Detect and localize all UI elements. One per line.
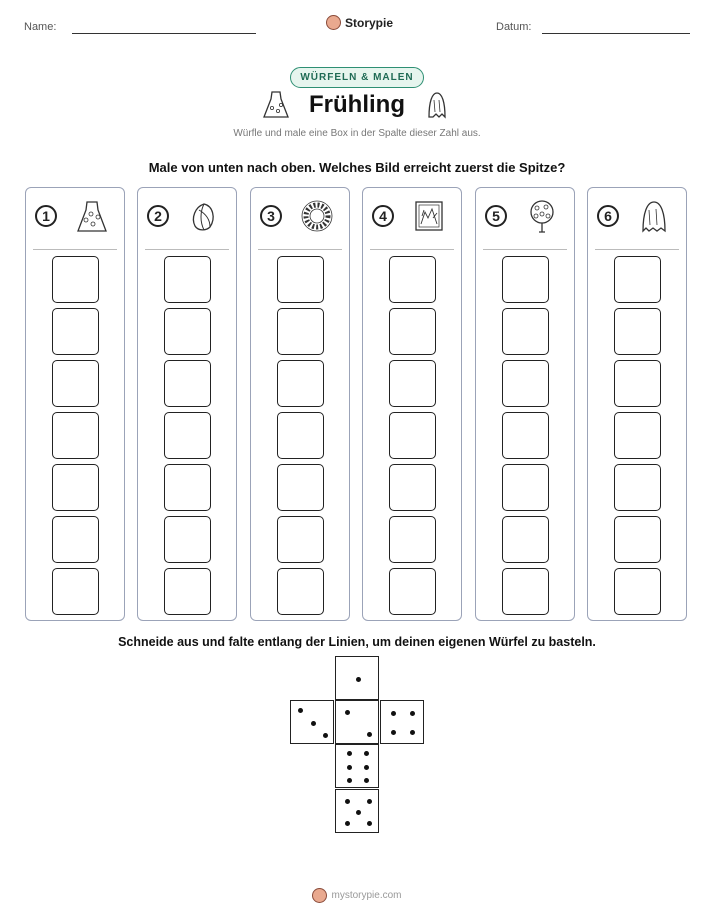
column-number: 1 (35, 205, 57, 227)
column-divider (483, 249, 567, 250)
color-box[interactable] (277, 412, 324, 459)
color-box[interactable] (614, 464, 661, 511)
flower-wreath-icon (299, 198, 335, 234)
color-box[interactable] (389, 412, 436, 459)
die-instruction: Schneide aus und falte entlang der Linien, um deinen eigenen Würfel zu basteln. (118, 635, 596, 649)
die-pip (367, 821, 372, 826)
die-pip (311, 721, 316, 726)
color-box[interactable] (52, 256, 99, 303)
color-box[interactable] (502, 256, 549, 303)
tulip-bud-icon (186, 198, 222, 234)
color-box[interactable] (277, 568, 324, 615)
column-divider (370, 249, 454, 250)
color-box[interactable] (502, 464, 549, 511)
garden-picture-icon (411, 198, 447, 234)
die-pip (356, 810, 361, 815)
die-pip (345, 799, 350, 804)
color-box[interactable] (164, 412, 211, 459)
subtitle: Würfle und male eine Box in der Spalte dieser Zahl aus. (233, 128, 481, 139)
column-number: 2 (147, 205, 169, 227)
die-pip (347, 751, 352, 756)
column-divider (145, 249, 229, 250)
color-box[interactable] (614, 516, 661, 563)
color-box[interactable] (502, 516, 549, 563)
color-box[interactable] (502, 568, 549, 615)
color-box[interactable] (502, 308, 549, 355)
column-number: 6 (597, 205, 619, 227)
column-number: 4 (372, 205, 394, 227)
color-box[interactable] (52, 516, 99, 563)
color-box[interactable] (277, 308, 324, 355)
color-box[interactable] (277, 360, 324, 407)
date-label: Datum: (496, 21, 532, 33)
color-box[interactable] (389, 516, 436, 563)
die-pip (364, 778, 369, 783)
brand-logo (326, 15, 393, 30)
color-box[interactable] (277, 464, 324, 511)
color-box[interactable] (52, 360, 99, 407)
column-number: 5 (485, 205, 507, 227)
name-line[interactable] (72, 33, 256, 34)
color-box[interactable] (502, 360, 549, 407)
ghost-title-icon (424, 90, 450, 120)
color-box[interactable] (164, 516, 211, 563)
brand-name: Storypie (345, 15, 394, 30)
die-face-3 (290, 700, 334, 744)
die-pip (410, 730, 415, 735)
color-box[interactable] (614, 360, 661, 407)
page-title: Frühling (309, 91, 405, 118)
color-box[interactable] (614, 256, 661, 303)
column-number: 3 (260, 205, 282, 227)
bear-logo-icon (326, 15, 341, 30)
color-box[interactable] (277, 256, 324, 303)
color-box[interactable] (164, 256, 211, 303)
color-box[interactable] (52, 308, 99, 355)
color-box[interactable] (389, 464, 436, 511)
die-pip (391, 711, 396, 716)
name-label: Name: (24, 21, 57, 33)
color-box[interactable] (52, 412, 99, 459)
color-box[interactable] (389, 568, 436, 615)
color-box[interactable] (502, 412, 549, 459)
column-divider (33, 249, 117, 250)
column-5 (475, 187, 575, 621)
die-pip (367, 799, 372, 804)
color-box[interactable] (389, 360, 436, 407)
die-pip (345, 710, 350, 715)
column-2 (137, 187, 237, 621)
die-pip (323, 733, 328, 738)
die-pip (367, 732, 372, 737)
color-box[interactable] (164, 360, 211, 407)
column-4 (362, 187, 462, 621)
color-box[interactable] (52, 464, 99, 511)
color-box[interactable] (164, 464, 211, 511)
die-pip (356, 677, 361, 682)
column-3 (250, 187, 350, 621)
die-pip (347, 778, 352, 783)
die-face-4 (380, 700, 424, 744)
activity-badge: WÜRFELN & MALEN (290, 67, 423, 88)
color-box[interactable] (389, 256, 436, 303)
blossom-tree-icon (524, 198, 560, 234)
column-6 (587, 187, 687, 621)
color-box[interactable] (164, 308, 211, 355)
color-box[interactable] (614, 308, 661, 355)
footer (312, 888, 401, 903)
die-pip (364, 751, 369, 756)
die-pip (345, 821, 350, 826)
color-box[interactable] (277, 516, 324, 563)
column-divider (595, 249, 679, 250)
main-instruction: Male von unten nach oben. Welches Bild erreicht zuerst die Spitze? (148, 160, 566, 175)
color-box[interactable] (52, 568, 99, 615)
date-line[interactable] (542, 33, 690, 34)
column-1 (25, 187, 125, 621)
die-pip (364, 765, 369, 770)
color-box[interactable] (389, 308, 436, 355)
color-box[interactable] (614, 412, 661, 459)
die-pip (391, 730, 396, 735)
color-box[interactable] (164, 568, 211, 615)
die-face-2 (335, 700, 379, 744)
die-pip (298, 708, 303, 713)
dress-icon (74, 198, 110, 234)
column-divider (258, 249, 342, 250)
die-face-5 (335, 789, 379, 833)
footer-url[interactable]: mystorypie.com (331, 890, 402, 901)
ghost-sheet-icon (636, 198, 672, 234)
die-face-6 (335, 744, 379, 788)
die-pip (347, 765, 352, 770)
die-pip (410, 711, 415, 716)
die-face-1 (335, 656, 379, 700)
color-box[interactable] (614, 568, 661, 615)
bear-footer-icon (312, 888, 327, 903)
